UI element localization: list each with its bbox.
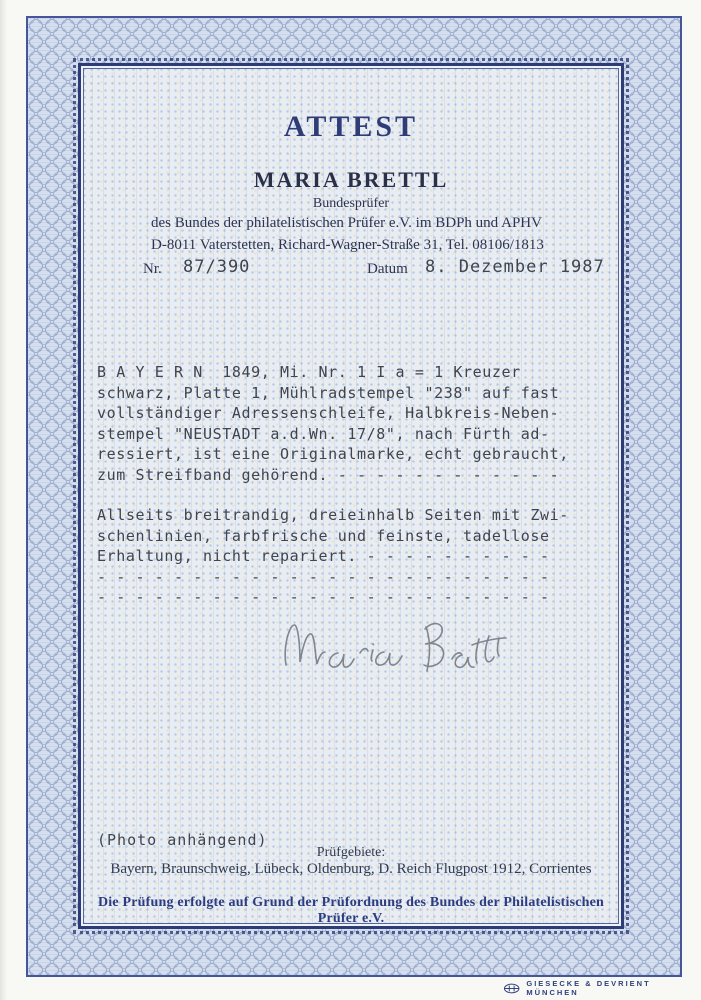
description-line: stempel "NEUSTADT a.d.Wn. 17/8", nach Fürth ad- [97, 424, 550, 443]
condition-line: - - - - - - - - - - - - - - - - - - - - - - - - [97, 567, 550, 586]
examiner-name: MARIA BRETTL [253, 167, 449, 192]
condition-line: Erhaltung, nicht repariert. - - - - - - - - - - [97, 547, 550, 566]
expertise-areas-list: Bayern, Braunschweig, Lübeck, Oldenburg, D. Reich Flugpost 1912, Corrientes [110, 861, 592, 877]
condition-line: schenlinien, farbfrische und feinste, tadellose [97, 526, 550, 545]
description-line: schwarz, Platte 1, Mühlradstempel "238" auf fast [97, 383, 560, 402]
certificate-number-value: 87/390 [183, 257, 251, 277]
condition-line: - - - - - - - - - - - - - - - - - - - - - - - - [97, 588, 550, 607]
certificate-inner-panel [78, 63, 624, 929]
examiner-address: D-8011 Vaterstetten, Richard-Wagner-Straße 31, Tel. 08106/1813 [151, 237, 544, 253]
certificate-number-label: Nr. [143, 261, 162, 277]
description-line: ressiert, ist eine Originalmarke, echt gebraucht, [97, 445, 569, 464]
printer-imprint-text: GIESECKE & DEVRIENT MÜNCHEN [526, 979, 651, 997]
condition-paragraph [97, 505, 621, 608]
description-paragraph [97, 362, 621, 486]
condition-line: Allseits breitrandig, dreieinhalb Seiten mit Zwi- [97, 506, 569, 524]
expertise-areas-label: Prüfgebiete: [316, 845, 386, 860]
certificate-footnote: Die Prüfung erfolgte auf Grund der Prüfordnung des Bundes der Philatelistischen Prüfer e.V. [97, 895, 605, 926]
description-line: vollständiger Adressenschleife, Halbkreis-Neben- [97, 404, 560, 423]
giesecke-devrient-logo-icon [503, 983, 520, 994]
signature-drawing [276, 611, 526, 681]
examiner-role: Bundesprüfer [312, 196, 390, 211]
number-date-row [81, 257, 621, 281]
certificate-title: ATTEST [283, 110, 419, 143]
certificate-date-value: 8. Dezember 1987 [425, 257, 605, 277]
examiner-organization: des Bundes der philatelistischen Prüfer e.V. im BDPh und APHV [151, 215, 542, 231]
photo-note: (Photo anhängend) [97, 831, 268, 849]
guilloche-border-frame [26, 16, 682, 977]
description-line: zum Streifband gehörend. - - - - - - - - - - - - [97, 465, 560, 484]
printer-imprint [503, 979, 701, 997]
description-line: B A Y E R N 1849, Mi. Nr. 1 I a = 1 Kreuzer [97, 363, 521, 381]
certificate-date-label: Datum [367, 261, 408, 277]
handwritten-signature [276, 611, 526, 681]
